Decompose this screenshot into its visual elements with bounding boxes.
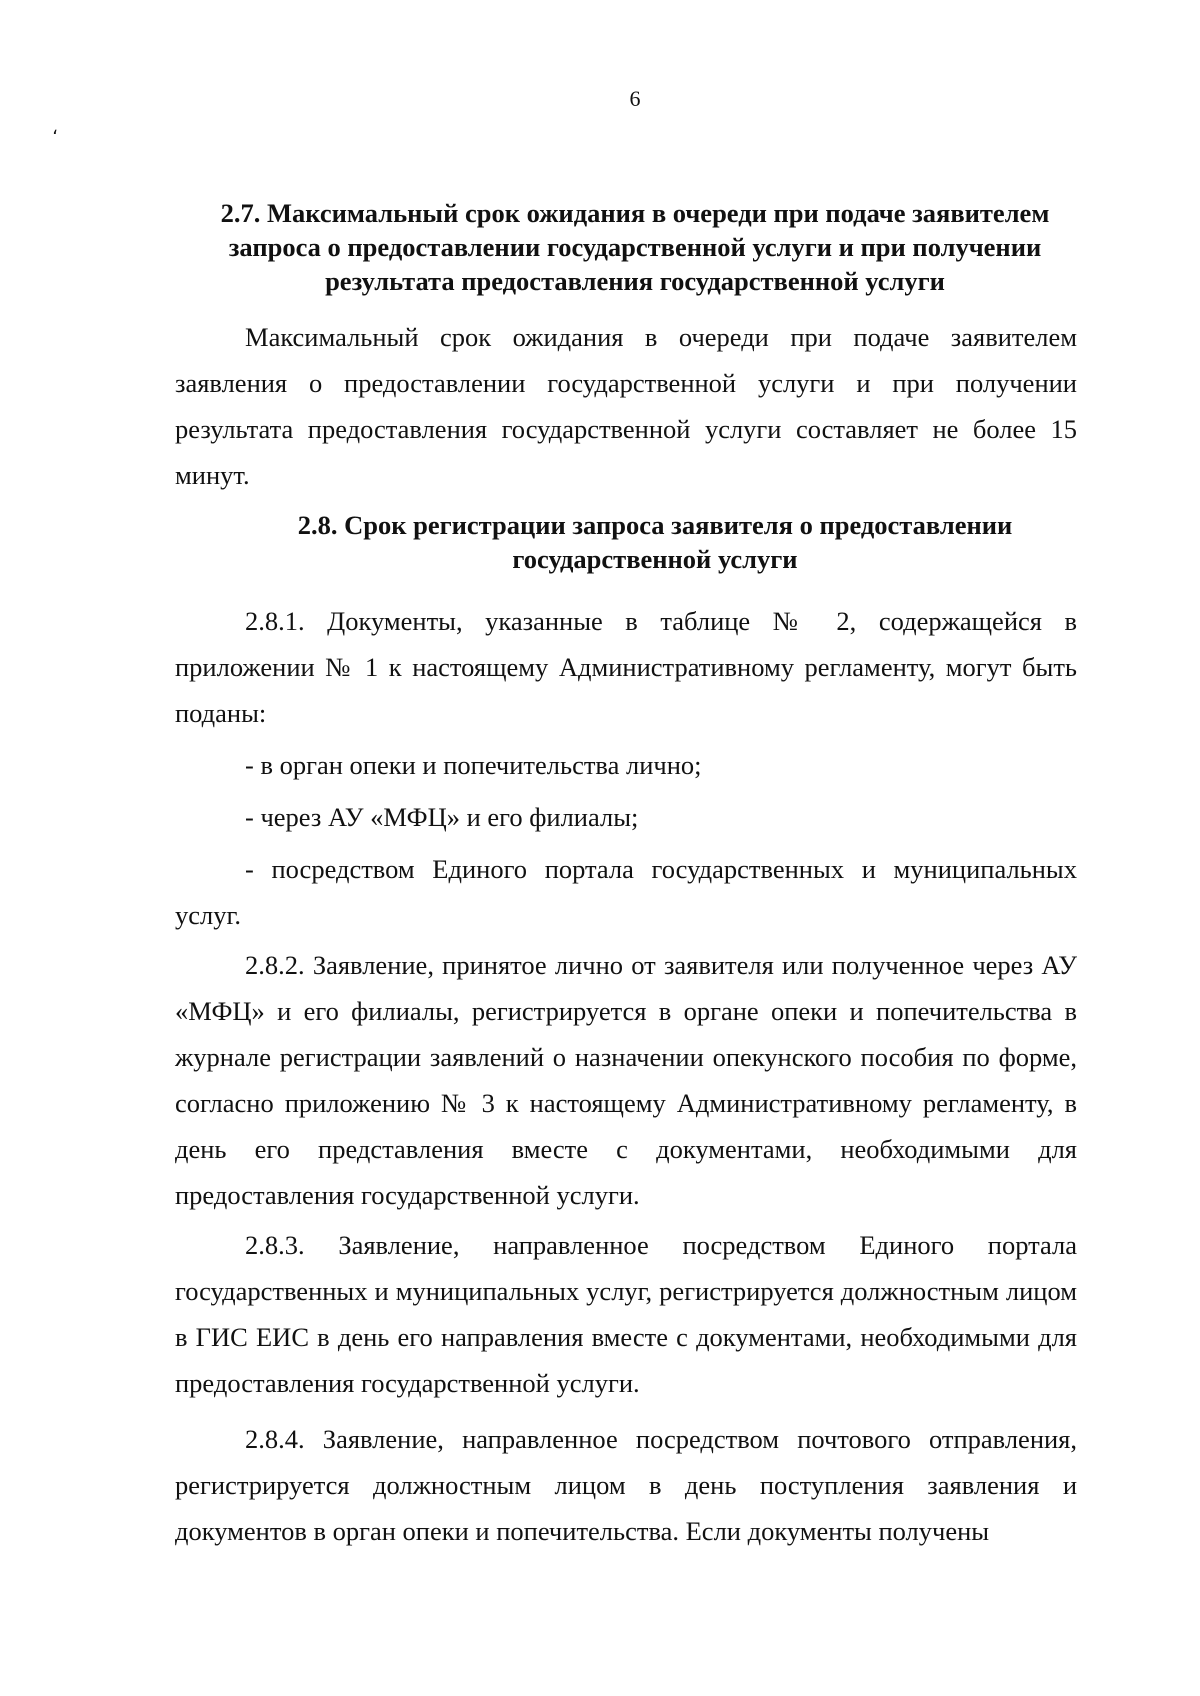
- paragraph-2-8-2: 2.8.2. Заявление, принятое лично от заявителя или полученное через АУ «МФЦ» и его филиалы, регистрируется в органе опеки и попечительства в журнале регистрации заявлений о назначении опекунского пособия по форме, согласно приложению № 3 к настоящему Административному регламенту, в день его представления вместе с документами, необходимыми для предоставления государственной услуги.: [175, 950, 1077, 1210]
- page-content: [175, 196, 1077, 1554]
- section-heading-2-8: 2.8. Срок регистрации запроса заявителя о предоставлении государственной услуги: [297, 510, 1013, 574]
- list-item-in-person: - в орган опеки и попечительства лично;: [245, 750, 702, 780]
- page-number: 6: [629, 86, 641, 111]
- list-item-portal: - посредством Единого портала государственных и муниципальных услуг.: [175, 854, 1077, 930]
- list-item-mfc: - через АУ «МФЦ» и его филиалы;: [245, 802, 639, 832]
- paragraph-2-7: Максимальный срок ожидания в очереди при подаче заявителем заявления о предоставлении государственной услуги и при получении результата предоставления государственной услуги составляет не более 15 минут.: [175, 322, 1077, 490]
- section-heading-2-7: 2.7. Максимальный срок ожидания в очереди при подаче заявителем запроса о предоставлении государственной услуги и при получении результата предоставления государственной услуги: [220, 198, 1050, 296]
- paragraph-2-8-3: 2.8.3. Заявление, направленное посредством Единого портала государственных и муниципальных услуг, регистрируется должностным лицом в ГИС ЕИС в день его направления вместе с документами, необходимыми для предоставления государственной услуги.: [175, 1230, 1077, 1398]
- paragraph-2-8-4: 2.8.4. Заявление, направленное посредством почтового отправления, регистрируется должностным лицом в день поступления заявления и документов в орган опеки и попечительства. Если документы получены: [175, 1424, 1077, 1546]
- paragraph-2-8-1: 2.8.1. Документы, указанные в таблице № 2, содержащейся в приложении № 1 к настоящему Административному регламенту, могут быть поданы:: [175, 606, 1077, 728]
- margin-mark: ،: [52, 118, 58, 138]
